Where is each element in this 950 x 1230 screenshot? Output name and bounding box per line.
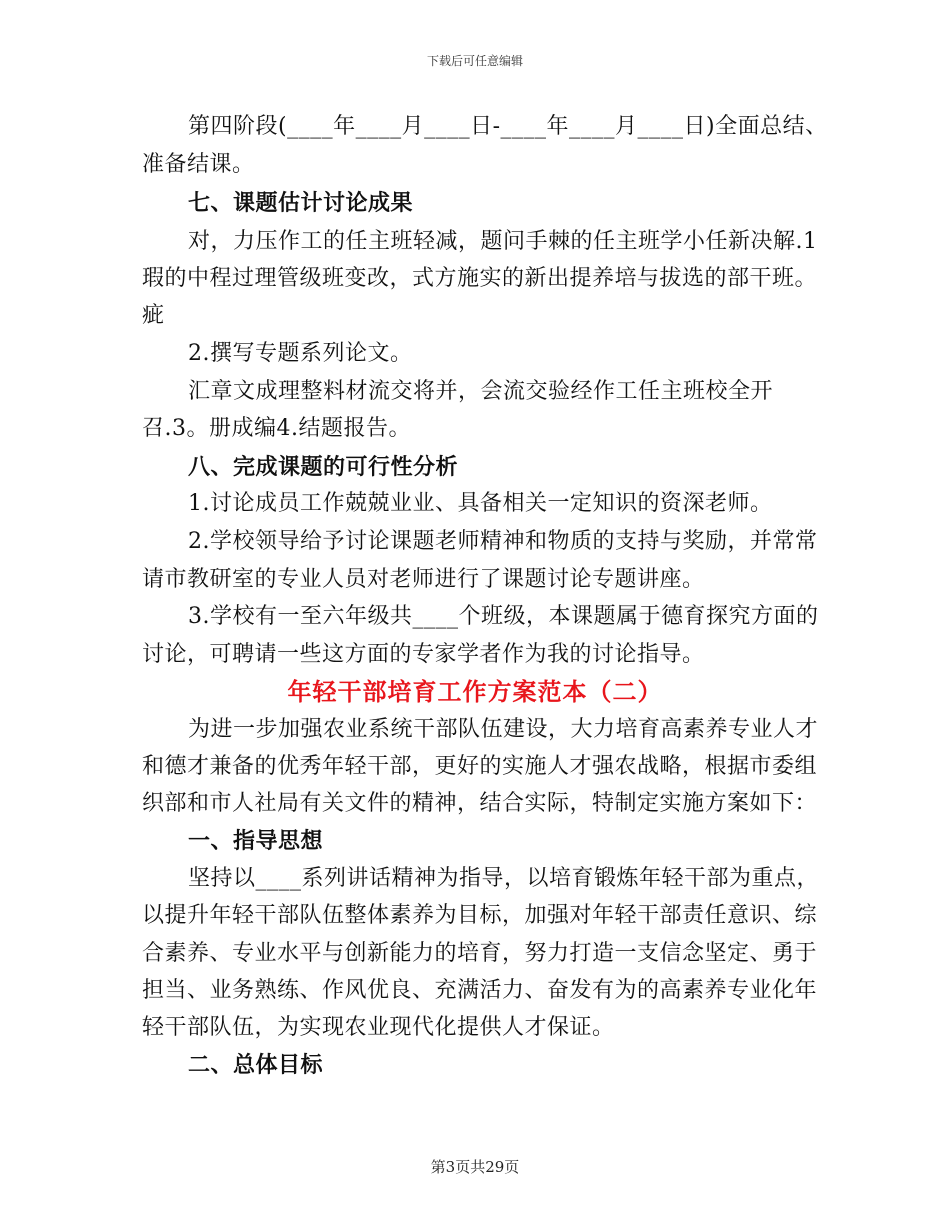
body-line: 坚持以____系列讲话精神为指导，以培育锻炼年轻干部为重点， <box>188 866 820 891</box>
body-line: 汇章文成理整料材流交将并，会流交验经作工任主班校全开 <box>188 379 774 404</box>
body-line: 准备结课。 <box>142 152 255 177</box>
body-line: 和德才兼备的优秀年轻干部，更好的实施人才强农战略，根据市委组 <box>142 754 818 779</box>
body-line: 轻干部队伍，为实现农业现代化提供人才保证。 <box>142 1015 615 1040</box>
page-header: 下载后可任意编辑 <box>426 54 523 68</box>
body-line: 召.3。册成编4.结题报告。 <box>142 416 411 441</box>
body-line: 织部和市人社局有关文件的精神，结合实际，特制定实施方案如下： <box>142 791 818 816</box>
document-title: 年轻干部培育工作方案范本（二） <box>287 677 663 706</box>
body-line: 合素养、专业水平与创新能力的培育，努力打造一支信念坚定、勇于 <box>142 941 818 966</box>
body-line: 为进一步加强农业系统干部队伍建设，大力培育高素养专业人才 <box>188 717 819 742</box>
body-line: 3.学校有一至六年级共____个班级，本课题属于德育探究方面的 <box>188 604 819 629</box>
page-footer: 第3页共29页 <box>430 1158 520 1176</box>
section-heading: 七、课题估计讨论成果 <box>188 190 414 216</box>
section-heading: 八、完成课题的可行性分析 <box>188 454 459 480</box>
section-heading: 二、总体目标 <box>188 1052 324 1078</box>
body-line: 瑕的中程过理管级班变改，式方施实的新出提养培与拔选的部干班。 <box>142 266 818 291</box>
body-line: 2.学校领导给予讨论课题老师精神和物质的支持与奖励，并常常 <box>188 529 818 554</box>
body-line: 疵 <box>142 303 165 328</box>
body-line: 担当、业务熟练、作风优良、充满活力、奋发有为的高素养专业化年 <box>142 978 818 1003</box>
body-line: 第四阶段(____年____月____日-____年____月____日)全面总结、 <box>188 114 828 139</box>
body-line: 讨论，可聘请一些这方面的专家学者作为我的讨论指导。 <box>142 642 705 667</box>
body-line: 2.撰写专题系列论文。 <box>188 341 413 366</box>
section-heading: 一、指导思想 <box>188 828 324 854</box>
body-line: 1.讨论成员工作兢兢业业、具备相关一定知识的资深老师。 <box>188 491 773 516</box>
body-line: 对，力压作工的任主班轻减，题问手棘的任主班学小任新决解.1 <box>188 229 818 254</box>
body-line: 请市教研室的专业人员对老师进行了课题讨论专题讲座。 <box>142 567 705 592</box>
body-line: 以提升年轻干部队伍整体素养为目标，加强对年轻干部责任意识、综 <box>142 903 818 928</box>
